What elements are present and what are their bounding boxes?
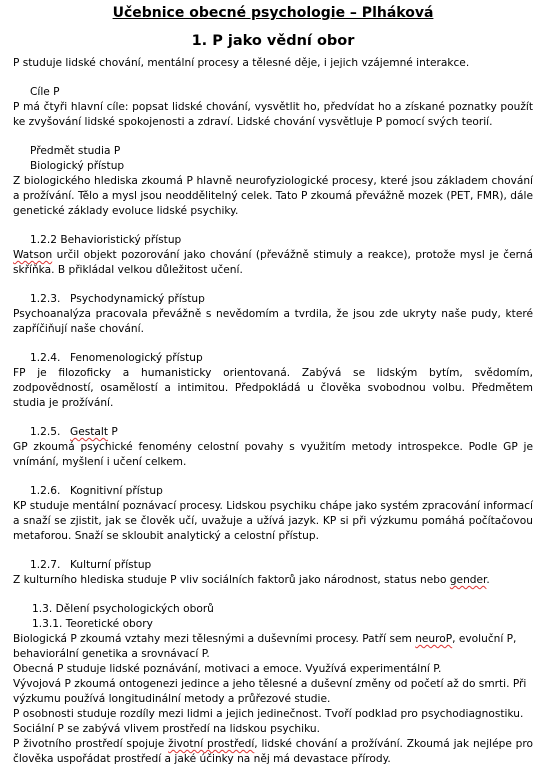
- section-title: Fenomenologický přístup: [70, 352, 203, 364]
- chapter-heading: 1. P jako vědní obor: [191, 33, 355, 49]
- subsection-heading-behav: 1.2.2 Behavioristický přístup: [30, 234, 182, 246]
- paragraph-zivotni-end: , lidské chování a prožívání. Zkoumá jak nejlépe pro člověka uspořádat prostředí a jaké účinky na něj má devastace přírody.: [13, 738, 533, 765]
- section-title: Kulturní přístup: [70, 559, 152, 571]
- paragraph-kult: [13, 573, 533, 588]
- paragraph-bio-obor-text: Biologická P zkoumá vztahy mezi tělesnými a duševními procesy. Patří sem: [13, 633, 416, 645]
- subsection-heading-feno: [13, 351, 533, 366]
- section-number: 1.2.6.: [30, 485, 61, 497]
- spellcheck-word: Gestalt: [70, 426, 108, 438]
- paragraph-kult-end: .: [486, 574, 490, 586]
- paragraph-behav: [13, 248, 533, 278]
- subsection-heading-kult: [13, 558, 533, 573]
- section-heading-cile: Cíle P: [30, 86, 60, 98]
- paragraph-feno: FP je filozoficky a humanisticky orientovaná. Zabývá se lidským bytím, svědomím, zodpovědností, osamělostí a intimitou. Předpokládá u člověka svobodnou volbu. Předmětem studia je prožívání.: [13, 367, 533, 409]
- section-number: 1.2.7.: [30, 559, 61, 571]
- section-number: 1.2.5.: [30, 426, 61, 438]
- paragraph-behav-text: určil objekt pozorování jako chování (převážně stimuly a reakce), protože mysl je černá skříňka. B přikládal velkou důležitost učení.: [13, 249, 533, 276]
- paragraph-socialni: Sociální P se zabývá vlivem prostředí na lidskou psychiku.: [13, 723, 320, 735]
- subsection-heading-gestalt: [13, 425, 533, 440]
- paragraph-zivotni: [13, 737, 533, 767]
- section-title: Psychodynamický přístup: [70, 293, 205, 305]
- paragraph-kult-text: Z kulturního hlediska studuje P vliv sociálních faktorů jako národnost, status nebo: [13, 574, 450, 586]
- spellcheck-word: Watson: [13, 249, 53, 261]
- paragraph-zivotni-text: P životního prostředí spojuje: [13, 738, 169, 750]
- spellcheck-word: gender: [449, 574, 487, 586]
- section-title: P: [108, 426, 118, 438]
- subsection-heading-psycho: [13, 292, 533, 307]
- paragraph-obecna: Obecná P studuje lidské poznávání, motivaci a emoce. Využívá experimentální P.: [13, 663, 442, 675]
- section-heading-obory: 1.3. Dělení psychologických oborů: [32, 603, 214, 615]
- document-title: Učebnice obecné psychologie – Plháková: [112, 5, 434, 21]
- spellcheck-word: neuroP: [415, 633, 453, 645]
- paragraph-kogn: KP studuje mentální poznávací procesy. Lidskou psychiku chápe jako systém zpracování informací a snaží se zjistit, jak se člověk učí, uvažuje a užívá jazyk. KP si při výzkumu pomáhá počítačovou metaforou. Snaží se skloubit analytický a celostní přístup.: [13, 500, 533, 542]
- section-number: 1.2.4.: [30, 352, 61, 364]
- subsection-heading-teoreticke: 1.3.1. Teoretické obory: [32, 618, 153, 630]
- paragraph-bio-obor: [13, 632, 533, 662]
- paragraph-bio-obor-end: , evoluční P, behaviorální genetika a srovnávací P.: [13, 633, 517, 660]
- spellcheck-word: životní prostředí: [168, 738, 255, 750]
- paragraph-bio: Z biologického hlediska zkoumá P hlavně neurofyziologické procesy, které jsou základem chování a prožívání. Tělo a mysl jsou neoddělitelný celek. Tato P zkoumá převážně mozek (PET, FMR), dále genetické základy evoluce lidské psychiky.: [13, 175, 533, 217]
- subsection-heading-kogn: [13, 484, 533, 499]
- paragraph-osobnost: P osobnosti studuje rozdíly mezi lidmi a jejich jedinečnost. Tvoří podklad pro psychodiagnostiku.: [13, 708, 524, 720]
- paragraph-psycho: Psychoanalýza pracovala převážně s nevědomím a tvrdila, že jsou zde ukryty naše pudy, které zapříčiňují naše chování.: [13, 308, 533, 335]
- paragraph-cile: P má čtyři hlavní cíle: popsat lidské chování, vysvětlit ho, předvídat ho a získané poznatky použít ke zvyšování lidské spokojenosti a zdraví. Lidské chování vysvětluje P pomocí svých teorií.: [13, 101, 533, 128]
- section-heading-predmet: Předmět studia P: [30, 145, 121, 157]
- subsection-heading-bio: Biologický přístup: [30, 160, 125, 172]
- paragraph-gestalt: GP zkoumá psychické fenomény celostní povahy s využitím metody introspekce. Podle GP je vnímání, myšlení i učení celkem.: [13, 441, 533, 468]
- paragraph-vyvojova: Vývojová P zkoumá ontogenezi jedince a jeho tělesné a duševní změny od početí až do smrti. Při výzkumu používá longitudinální metody a průřezové studie.: [13, 678, 527, 705]
- section-number: 1.2.3.: [30, 293, 61, 305]
- section-title: Kognitivní přístup: [70, 485, 163, 497]
- intro-paragraph: P studuje lidské chování, mentální procesy a tělesné děje, i jejich vzájemné interakce.: [13, 57, 470, 69]
